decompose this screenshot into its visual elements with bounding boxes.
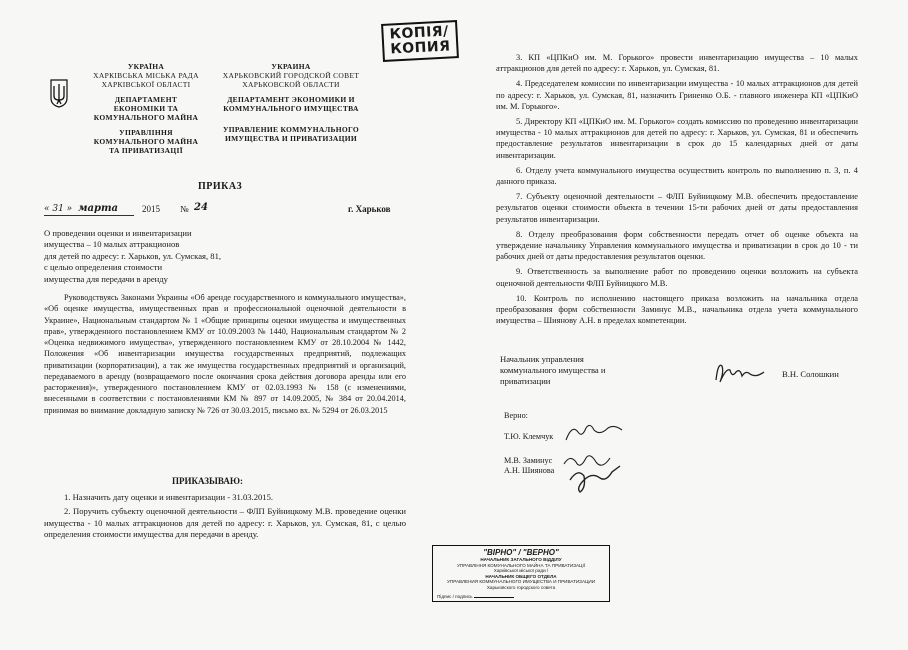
header-ukrainian [78,62,214,155]
copy-stamp-line2: КОПИЯ [389,38,451,58]
trident-emblem-icon [50,78,68,108]
order-item-9: 9. Ответственность за выполнение работ по проведению оценки возложить на субъекта оценочной деятельности ФЛП Буйницкого М.В. [496,267,858,288]
verno-stamp-line: УПРАВЛІННЯ КОМУНАЛЬНОГО МАЙНА ТА ПРИВАТИЗАЦІЇ [456,562,586,568]
header-ru-dept2: КОММУНАЛЬНОГО ИМУЩЕСТВА [223,104,359,113]
order-items-left [44,492,406,541]
order-item-1: 1. Назначить дату оценки и инвентаризации - 31.03.2015. [64,492,274,502]
verno-stamp [432,545,610,602]
header-ua-unit2: КОМУНАЛЬНОГО МАЙНА [93,137,199,146]
approver-zaminus: М.В. Заминус [504,456,553,465]
header-ua-unit3: ТА ПРИВАТИЗАЦІЇ [109,146,183,155]
order-item-7: 7. Субъекту оценочной деятельности – ФЛП Буйницкому М.В. обеспечить предоставление результатов оценки стоимости объекта в течении 15-ти рабочих дней от даты предоставления результатов инвентаризации. [496,192,858,224]
signature-position-line: приватизации [500,376,551,386]
order-year: 2015 [142,204,160,214]
header-ua-dept1: ДЕПАРТАМЕНТ [114,95,178,104]
order-subject [44,228,304,285]
subject-line: имущества для передачи в аренду [44,273,168,284]
header-ru-unit2: ИМУЩЕСТВА И ПРИВАТИЗАЦИИ [224,134,358,143]
header-ua-unit1: УПРАВЛІННЯ [119,128,173,137]
verno-stamp-line: УПРАВЛЕНИЯ КОММУНАЛЬНОГО ИМУЩЕСТВА И ПРИВАТИЗАЦИИ [446,579,596,585]
order-title: ПРИКАЗ [198,181,243,192]
handwritten-signature-icon [712,358,768,388]
verno-stamp-line: Харьковского городского совета [486,584,556,590]
verno-stamp-line: НАЧАЛЬНИК ОБЩЕГО ОТДЕЛА [485,573,557,579]
order-item-2: 2. Поручить субъекту оценочной деятельности – ФЛП Буйницкому М.В. проведение оценки имущества - 10 малых аттракционов для детей по адресу: г. Харьков, ул. Сумская, 81, с целью определения стоимости имущества для передачи в аренду. [44,506,406,540]
order-item-8: 8. Отделу преобразования форм собственности передать отчет об оценке объекта на утверждение начальнику Управления коммунального имущества и приватизации в срок до 10 - ти рабочих дней от даты предоставления результатов оценки. [496,229,858,262]
approver-klemchuk: Т.Ю. Клемчук [504,432,554,441]
signature-position-line: Начальник управления [500,354,584,364]
order-item-5: 5. Директору КП «ЦПКиО им. М. Горького» создать комиссию по проведению инвентаризации имущества - 10 малых аттракционов для детей по адресу: г. Харьков, ул. Сумская, 81 и обеспечить предоставление результатов инвентаризации в срок до 15 календарных дней от даты инвентаризации. [496,117,858,160]
copy-stamp [381,20,459,62]
order-date-day: « 31 » [44,204,73,214]
order-number: 24 [194,202,208,213]
header-russian [218,62,364,143]
approver-shiyanova: А.Н. Шиянова [504,466,555,475]
verno-stamp-signature-text: Підпис / подпись [437,593,473,599]
verno-stamp-line: НАЧАЛЬНИК ЗАГАЛЬНОГО ВІДДІЛУ [480,557,562,562]
prikazyvayu-heading: ПРИКАЗЫВАЮ: [172,476,243,486]
signature-position-line: коммунального имущества и [500,365,606,375]
signature-name: В.Н. Солошкин [782,369,839,379]
subject-line: О проведении оценки и инвентаризации [44,228,192,238]
order-item-4: 4. Председателем комиссии по инвентаризации имущества - 10 малых аттракционов для детей по адресу: г. Харьков, ул. Сумская, 81, назначить Гриненко О.Б. - главного инженера КП «ЦПКиО им. М. Горького». [496,79,858,111]
preamble-paragraph: Руководствуясь Законами Украины «Об аренде государственного и коммунального имущества», «Об оценке имущества, имущественных прав и профессиональной оценочной деятельности в Украине», Национальным стандартом № 1 «Общие принципы оценки имущества и имущественных прав», утвержденного постановлением КМУ от 10.09.2003 № 1440, Национальным стандартом № 2 «Оценка недвижимого имущества», утвержденного постановлением КМУ от 28.10.2004 № 1442, Положения «Об инвентаризации имущества государственных предприятий, подлежащих приватизации (корпоратизации), а так же имущества государственных предприятий и организаций, передаваемого в аренду (возвращаемого после окончания срока действия договора аренды или его расторжения)», утвержденного постановлением КМУ от 02.03.1993 № 158 (с изменениями, внесенными в соответствии с постановлениями КМ № 897 от 14.09.2005, № 384 от 20.04.2014, принимая во внимание докладную записку № 726 от 30.03.2015, письмо вх. № 5294 от 26.03.2015 [44,293,406,415]
order-item-6: 6. Отделу учета коммунального имущества осуществить контроль по выполнению п. 3, п. 4 данного приказа. [496,165,858,187]
header-ua-dept2: ЕКОНОМІКИ ТА [113,104,179,113]
subject-line: для детей по адресу: г. Харьков, ул. Сумская, 81, [44,250,222,261]
header-ru-region: ХАРЬКОВСКОЙ ОБЛАСТИ [242,80,340,89]
header-ua-council: ХАРКІВСЬКА МІСЬКА РАДА [93,71,199,80]
order-city: г. Харьков [348,204,391,214]
order-items-right [496,52,858,326]
order-item-10: 10. Контроль по исполнению настоящего приказа возложить на начальника отдела преобразования форм собственности Заминус М.В., начальника отдела учета коммунального имущества – Шиянову А.Н. в пределах компетенции. [496,293,858,326]
header-ru-unit1: УПРАВЛЕНИЕ КОММУНАЛЬНОГО [222,125,360,134]
signature-position [500,354,605,387]
order-item-3: 3. КП «ЦПКиО им. М. Горького» провести инвентаризацию имущества – 10 малых аттракционов для детей по адресу: г. Харьков, ул. Сумская, 81. [496,53,858,74]
verno-stamp-signature-label [437,594,605,600]
header-ru-country: УКРАИНА [271,62,311,71]
header-ru-dept1: ДЕПАРТАМЕНТ ЭКОНОМИКИ И [227,95,355,104]
date-underline [44,215,134,216]
header-ru-council: ХАРЬКОВСКИЙ ГОРОДСКОЙ СОВЕТ [222,71,360,80]
verno-stamp-title: "ВІРНО" / "ВЕРНО" [483,548,559,557]
order-date-month: марта [78,203,119,214]
header-ua-country: УКРАЇНА [127,62,165,71]
order-number-label: № [180,204,189,214]
approval-signatures-icon [560,418,630,498]
subject-line: с целью определения стоимости [44,262,163,273]
approvals-label: Верно: [504,411,528,420]
header-ua-region: ХАРКІВСЬКОЇ ОБЛАСТІ [101,80,191,89]
verno-stamp-line: Харківської міської ради / [493,568,549,574]
copy-stamp-line1: КОПІЯ/ [389,23,450,43]
header-ua-dept3: КОМУНАЛЬНОГО МАЙНА [93,113,199,122]
subject-line: имущества – 10 малых аттракционов [44,239,180,250]
